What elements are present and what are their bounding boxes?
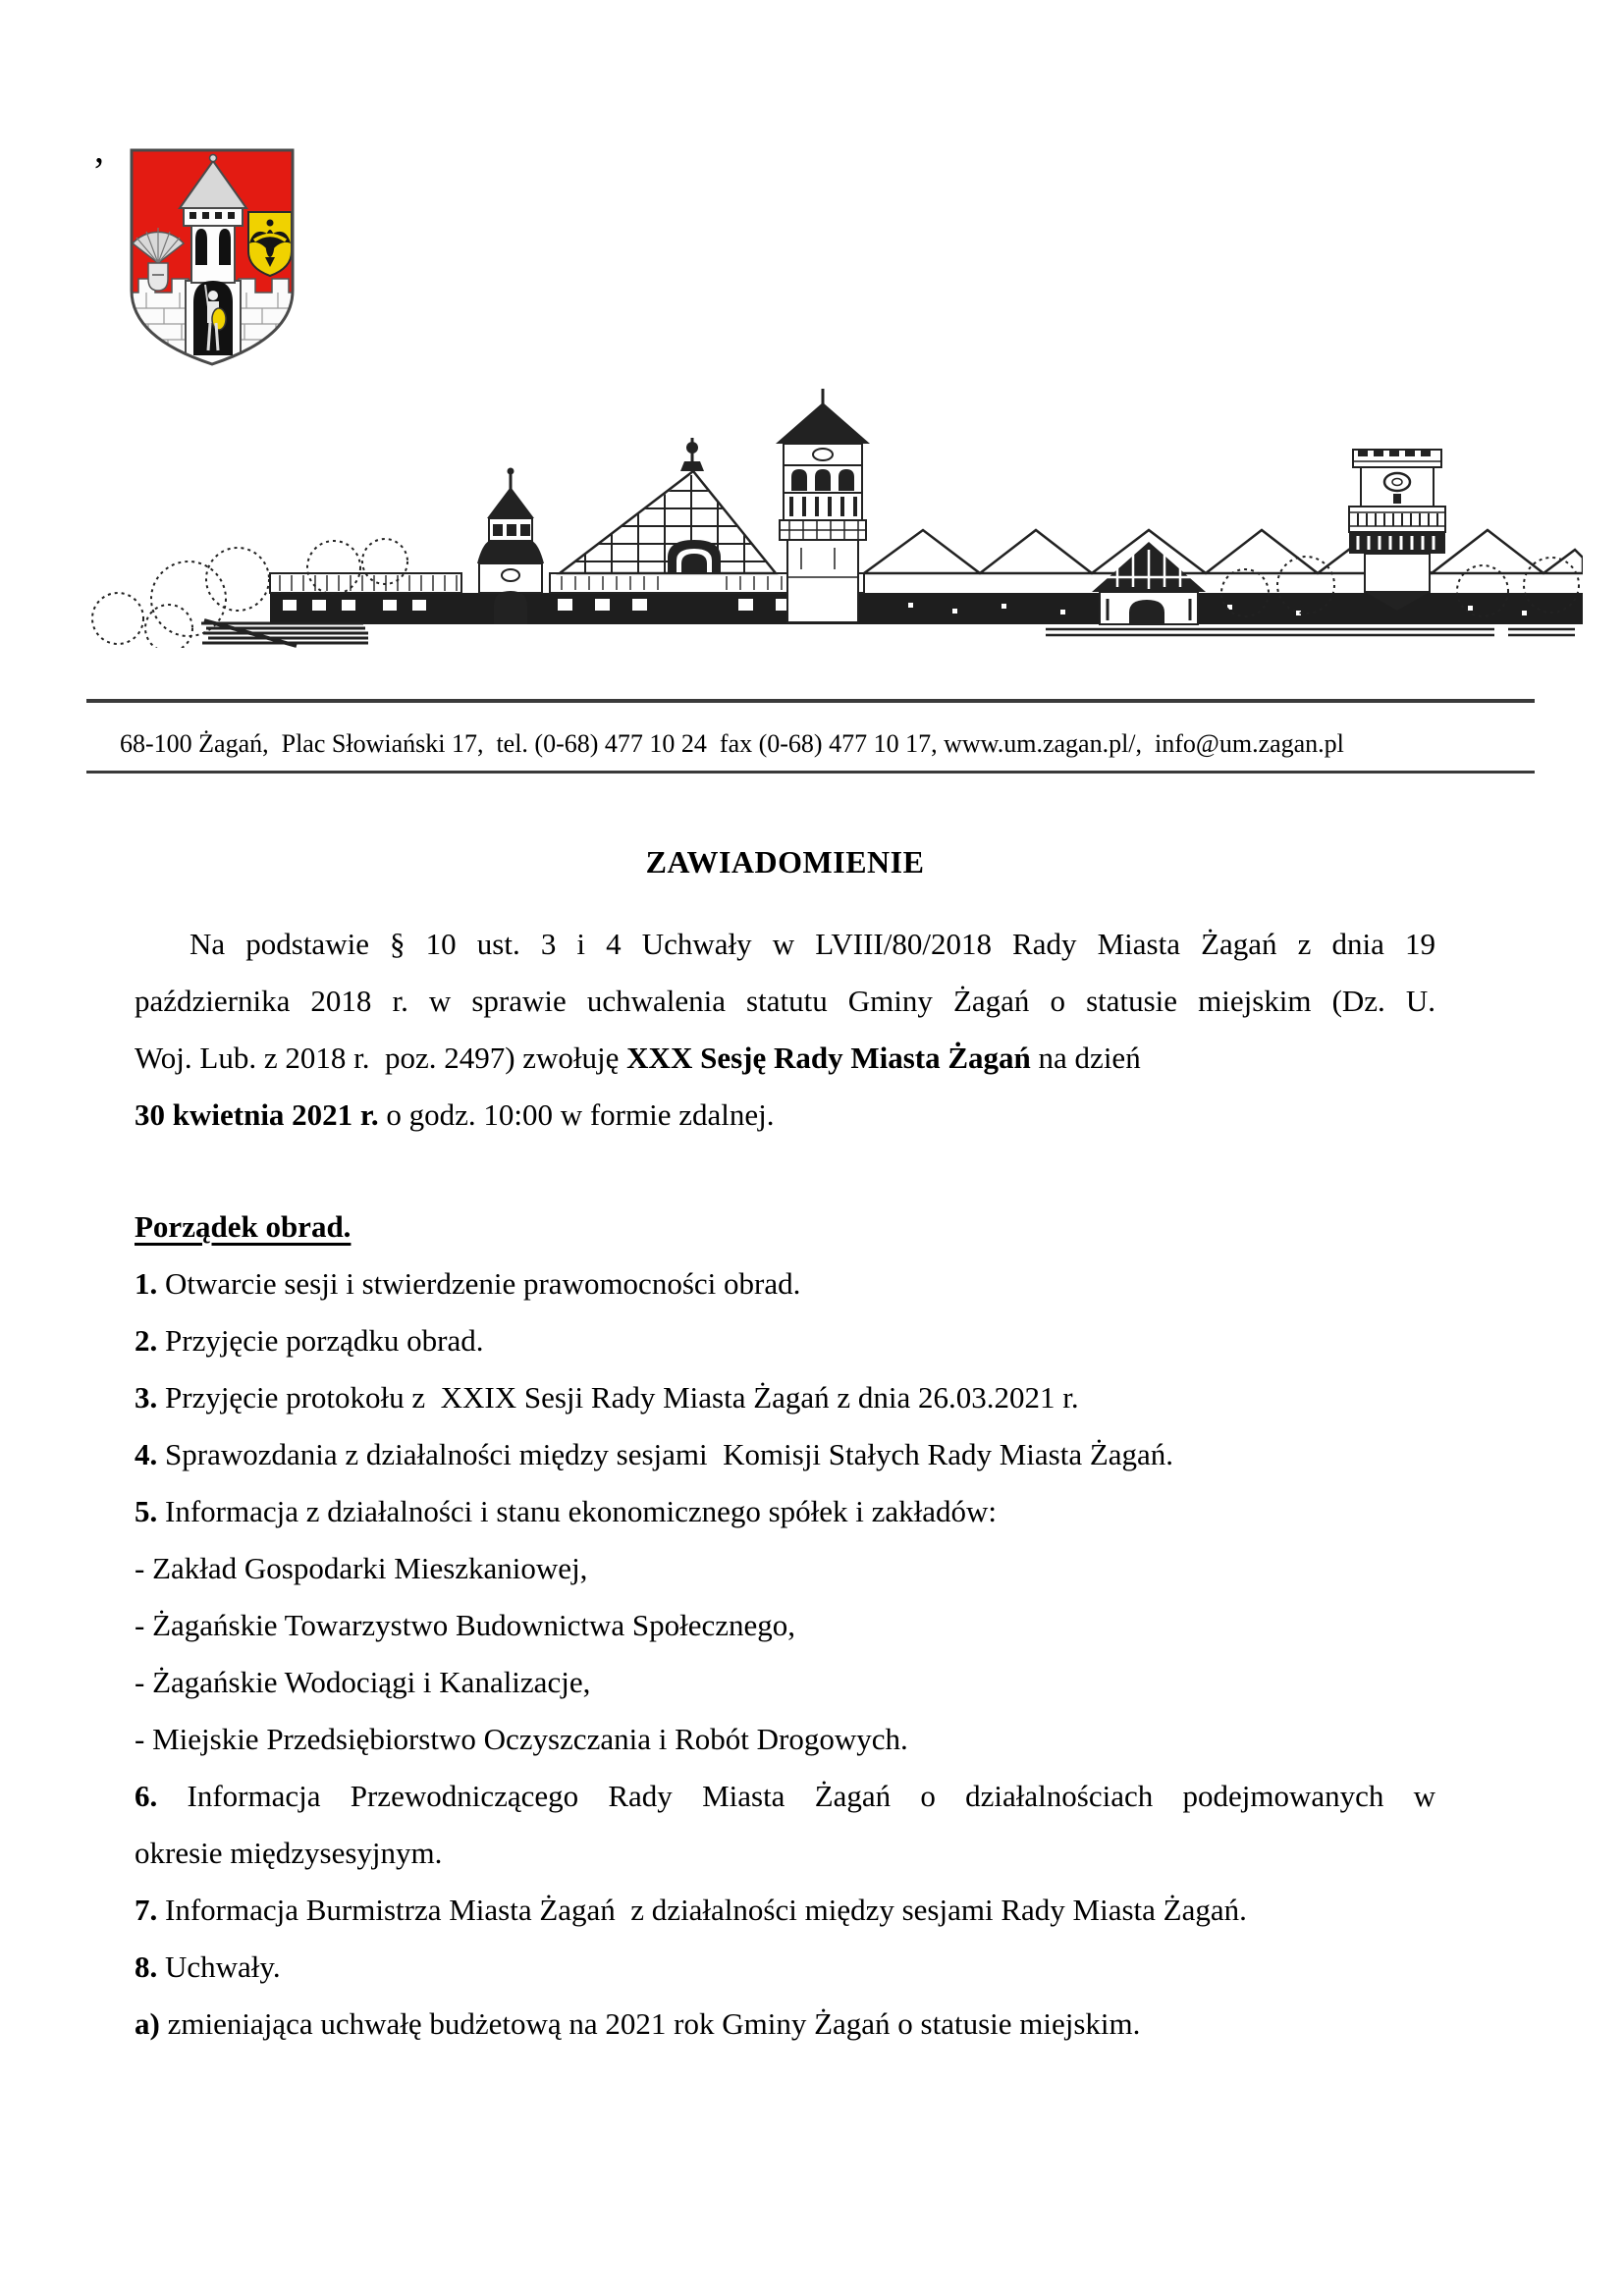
agenda-item: 6. Informacja Przewodniczącego Rady Miasta Żagań o działalnościach podejmowanych w [135, 1779, 1436, 1813]
agenda-section [135, 1199, 1435, 2053]
agenda-item: 1. Otwarcie sesji i stwierdzenie prawomocności obrad. [135, 1266, 801, 1301]
agenda-subitem: - Zakład Gospodarki Mieszkaniowej, [135, 1551, 588, 1585]
agenda-subitem: - Żagańskie Wodociągi i Kanalizacje, [135, 1665, 591, 1699]
intro-paragraph [135, 916, 1435, 1144]
city-coat-of-arms-icon [123, 145, 301, 369]
agenda-item: 4. Sprawozdania z działalności między sesjami Komisji Stałych Rady Miasta Żagań. [135, 1437, 1174, 1471]
city-panorama-illustration [88, 381, 1583, 648]
agenda-item: a) zmieniająca uchwałę budżetową na 2021 rok Gminy Żagań o statusie miejskim. [135, 2006, 1141, 2041]
address-line: 68-100 Żagań, Plac Słowiański 17, tel. (0-68) 477 10 24 fax (0-68) 477 10 17, www.um.zagan.pl/, info@um.zagan.pl [120, 729, 1344, 758]
agenda-heading: Porządek obrad. [135, 1209, 352, 1244]
intro-line-2: października 2018 r. w sprawie uchwalenia statutu Gminy Żagań o statusie miejskim (Dz. U. [135, 984, 1435, 1018]
church-tower-icon [776, 389, 870, 622]
separator-line-top [86, 699, 1535, 703]
notice-title: ZAWIADOMIENIE [645, 844, 925, 880]
clock-tower-icon [1349, 450, 1445, 611]
agenda-item-continuation: okresie międzysesyjnym. [135, 1836, 443, 1870]
intro-line-3: Woj. Lub. z 2018 r. poz. 2497) zwołuję XXX Sesję Rady Miasta Żagań na dzień [135, 1041, 1141, 1075]
eagle-shield-icon [248, 212, 292, 276]
intro-line-1: Na podstawie § 10 ust. 3 i 4 Uchwały w LVIII/80/2018 Rady Miasta Żagań z dnia 19 [189, 927, 1435, 961]
agenda-subitem: - Żagańskie Towarzystwo Budownictwa Społecznego, [135, 1608, 796, 1642]
ground-lines-icon [1046, 625, 1575, 638]
separator-line-bottom [86, 771, 1535, 774]
gatehouse-icon [1092, 542, 1206, 624]
garden-wall-icon [270, 573, 461, 593]
intro-line-4: 30 kwietnia 2021 r. o godz. 10:00 w formie zdalnej. [135, 1097, 775, 1132]
agenda-item: 2. Przyjęcie porządku obrad. [135, 1323, 484, 1358]
steps-icon [201, 620, 368, 646]
agenda-item: 7. Informacja Burmistrza Miasta Żagań z działalności między sesjami Rady Miasta Żagań. [135, 1893, 1247, 1927]
lattice-roof-icon [560, 438, 776, 573]
agenda-item: 3. Przyjęcie protokołu z XXIX Sesji Rady Miasta Żagań z dnia 26.03.2021 r. [135, 1380, 1079, 1415]
agenda-item: 8. Uchwały. [135, 1949, 281, 1984]
agenda-subitem: - Miejskie Przedsiębiorstwo Oczyszczania i Robót Drogowych. [135, 1722, 908, 1756]
agenda-item: 5. Informacja z działalności i stanu ekonomicznego spółek i zakładów: [135, 1494, 998, 1528]
stray-mark: , [94, 127, 104, 171]
